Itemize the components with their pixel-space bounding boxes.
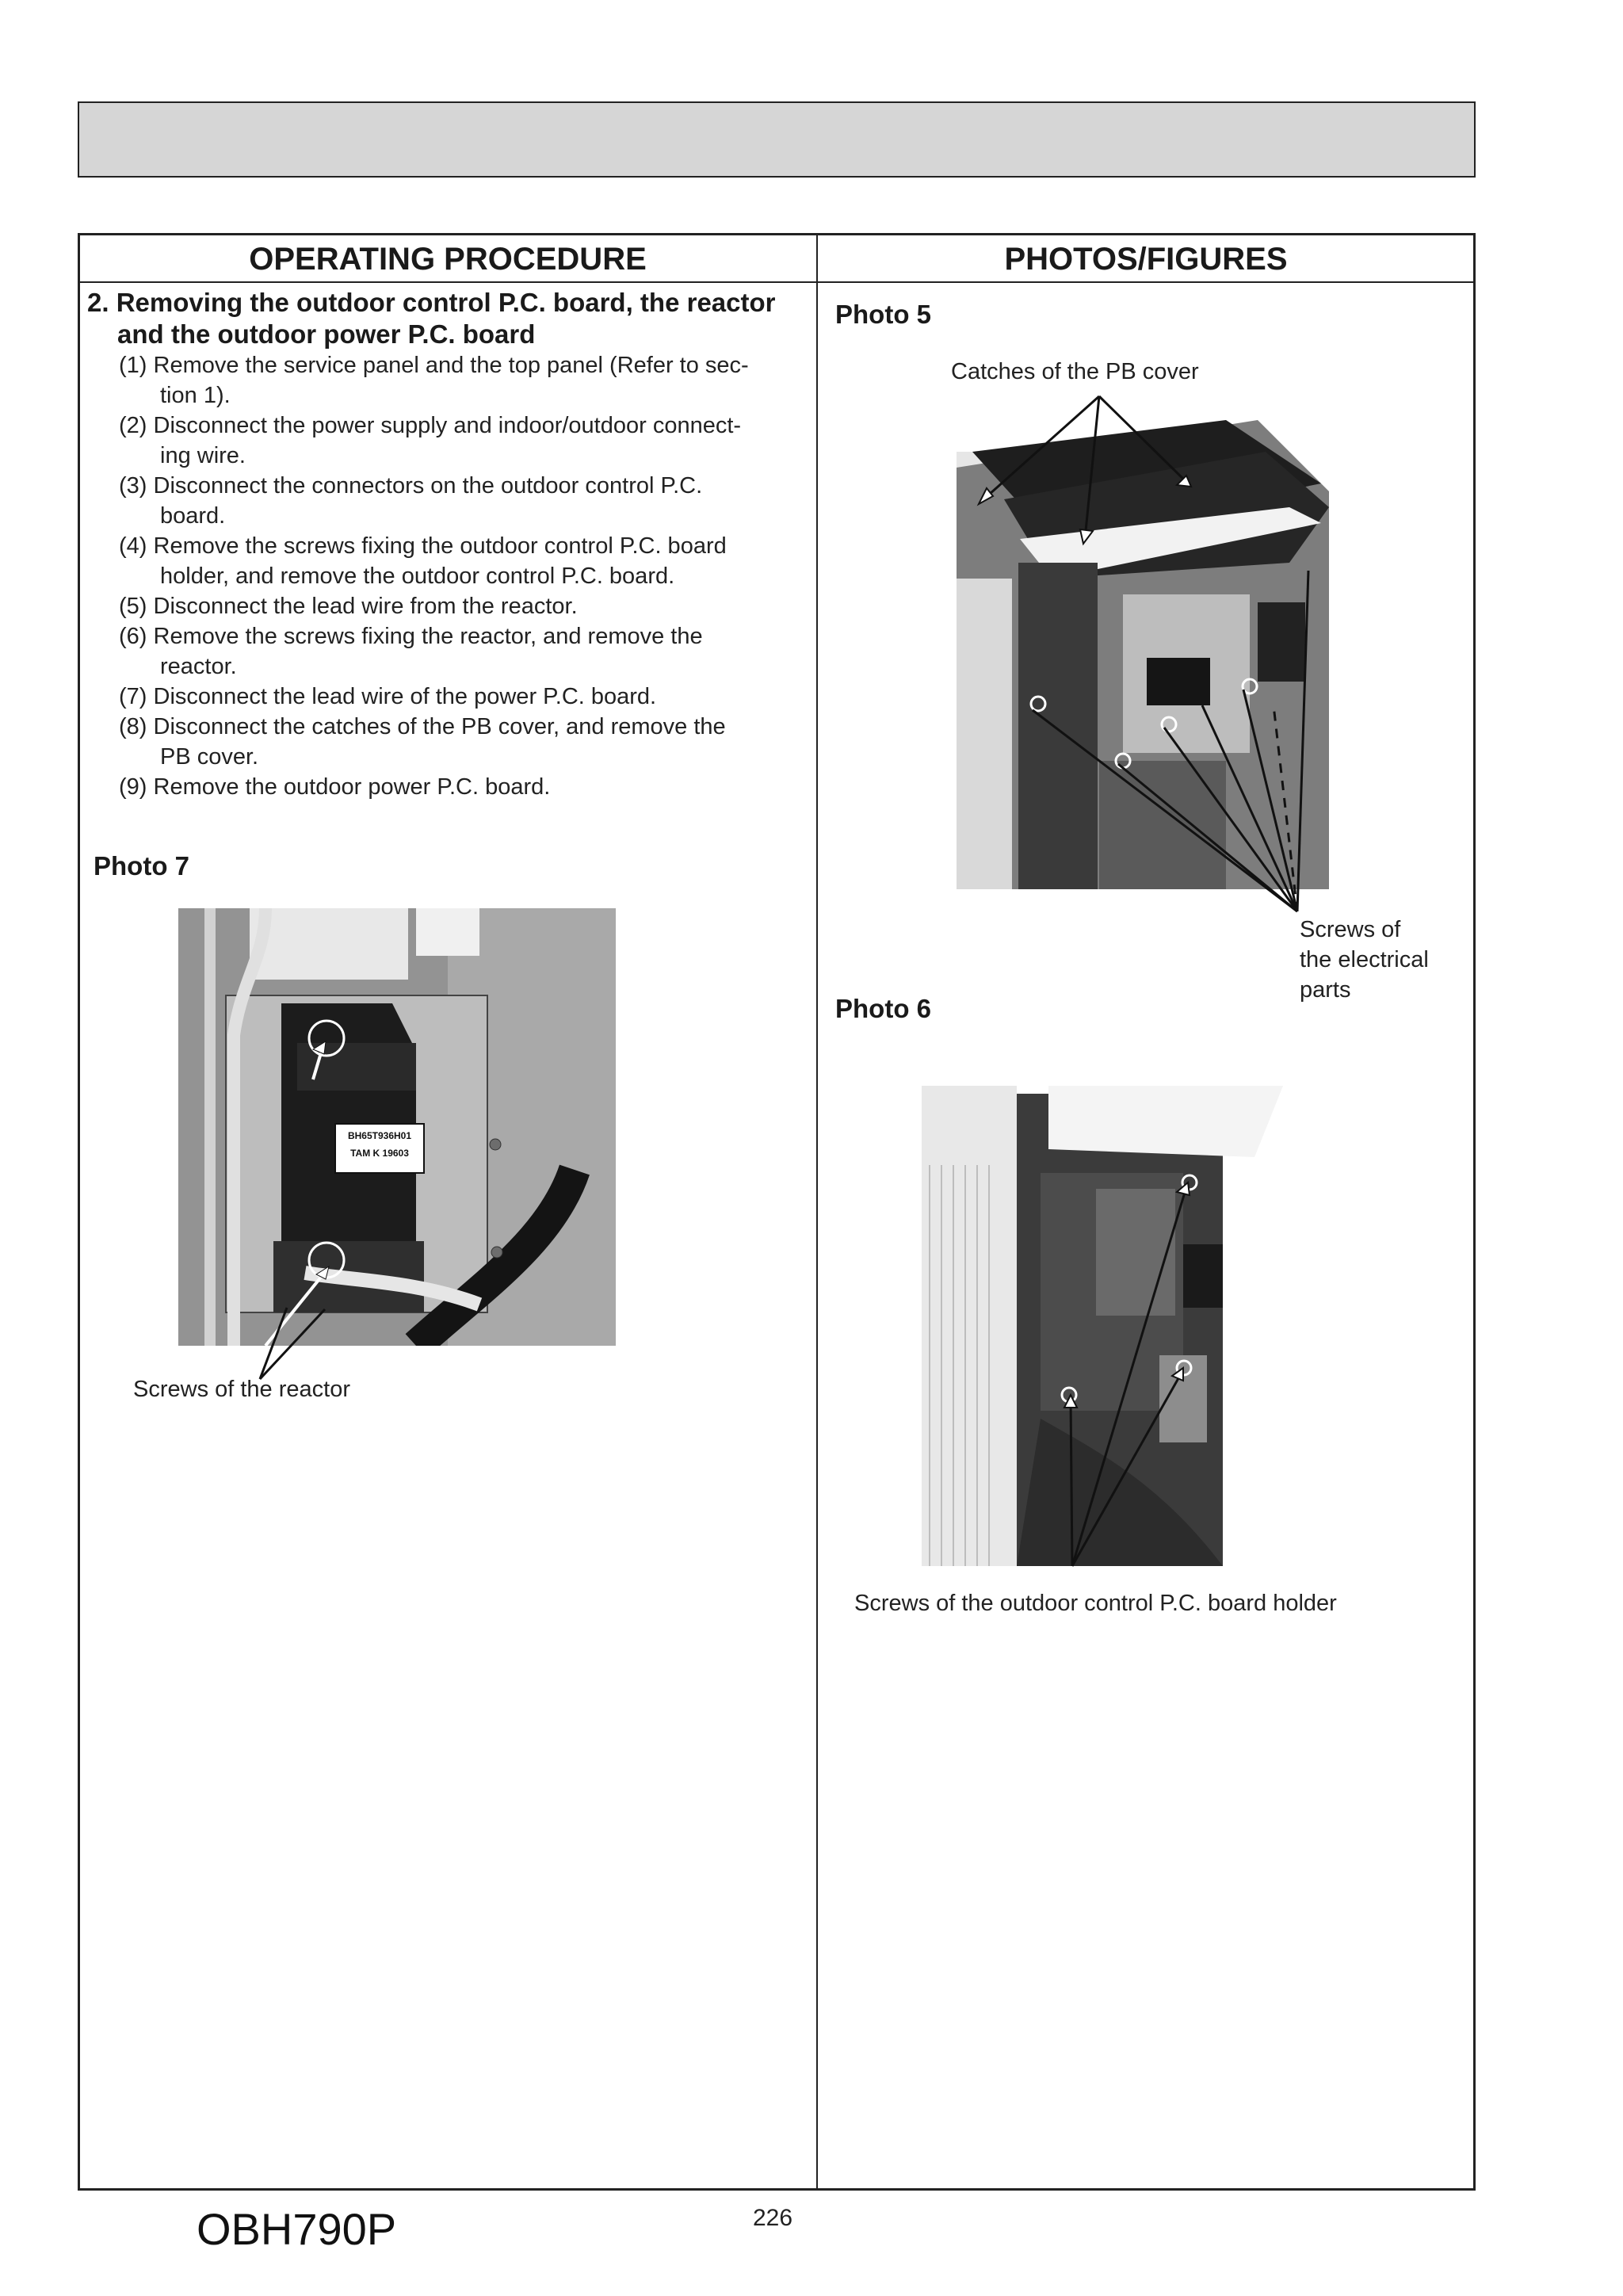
photo7-caption: Screws of the reactor — [133, 1377, 350, 1402]
reactor-label-line2: TAM K 19603 — [350, 1148, 409, 1159]
photos-column-header: PHOTOS/FIGURES — [1004, 242, 1288, 277]
step-1-line1: (1) Remove the service panel and the top panel (Refer to sec- — [119, 353, 749, 378]
step-7-line1: (7) Disconnect the lead wire of the power P.C. board. — [119, 684, 657, 709]
step-2-line1: (2) Disconnect the power supply and indoor/outdoor connect- — [119, 413, 742, 438]
photo5-caption-side-line3: parts — [1300, 977, 1351, 1003]
step-1-line2: tion 1). — [160, 383, 231, 408]
footer-page-number: 226 — [753, 2205, 793, 2231]
step-2-line2: ing wire. — [160, 443, 246, 468]
step-6-line2: reactor. — [160, 654, 237, 679]
step-5-line1: (5) Disconnect the lead wire from the reactor. — [119, 594, 578, 619]
step-9-line1: (9) Remove the outdoor power P.C. board. — [119, 774, 551, 800]
header-bar — [78, 101, 1476, 178]
photo5-caption-side-line1: Screws of — [1300, 917, 1401, 942]
step-8-line2: PB cover. — [160, 744, 259, 770]
photo6-caption: Screws of the outdoor control P.C. board holder — [854, 1591, 1337, 1616]
step-8-line1: (8) Disconnect the catches of the PB cover, and remove the — [119, 714, 726, 739]
procedure-column-header: OPERATING PROCEDURE — [249, 242, 647, 277]
photo6-label: Photo 6 — [835, 994, 931, 1023]
header-row-divider — [78, 281, 1476, 283]
photo5-label: Photo 5 — [835, 300, 931, 329]
reactor-label-line1: BH65T936H01 — [347, 1130, 412, 1141]
section-title-line2: and the outdoor power P.C. board — [117, 319, 536, 349]
footer-model-number: OBH790P — [197, 2204, 397, 2254]
photo7-illustration — [178, 908, 616, 1346]
step-4-line1: (4) Remove the screws fixing the outdoor control P.C. board — [119, 533, 727, 559]
step-3-line2: board. — [160, 503, 226, 529]
photo7-label: Photo 7 — [94, 851, 189, 881]
step-4-line2: holder, and remove the outdoor control P.C. board. — [160, 563, 675, 589]
photo5-caption-side-line2: the electrical — [1300, 947, 1429, 972]
photo7-image — [178, 908, 616, 1346]
photo5-caption-top: Catches of the PB cover — [951, 359, 1199, 384]
step-3-line1: (3) Disconnect the connectors on the outdoor control P.C. — [119, 473, 703, 499]
photo5-leader-lines — [957, 372, 1472, 935]
section-title-line1: 2. Removing the outdoor control P.C. board, the reactor — [87, 288, 776, 317]
column-divider — [816, 233, 818, 2191]
step-6-line1: (6) Remove the screws fixing the reactor, and remove the — [119, 624, 703, 649]
photo6-leader-lines — [922, 1086, 1283, 1569]
